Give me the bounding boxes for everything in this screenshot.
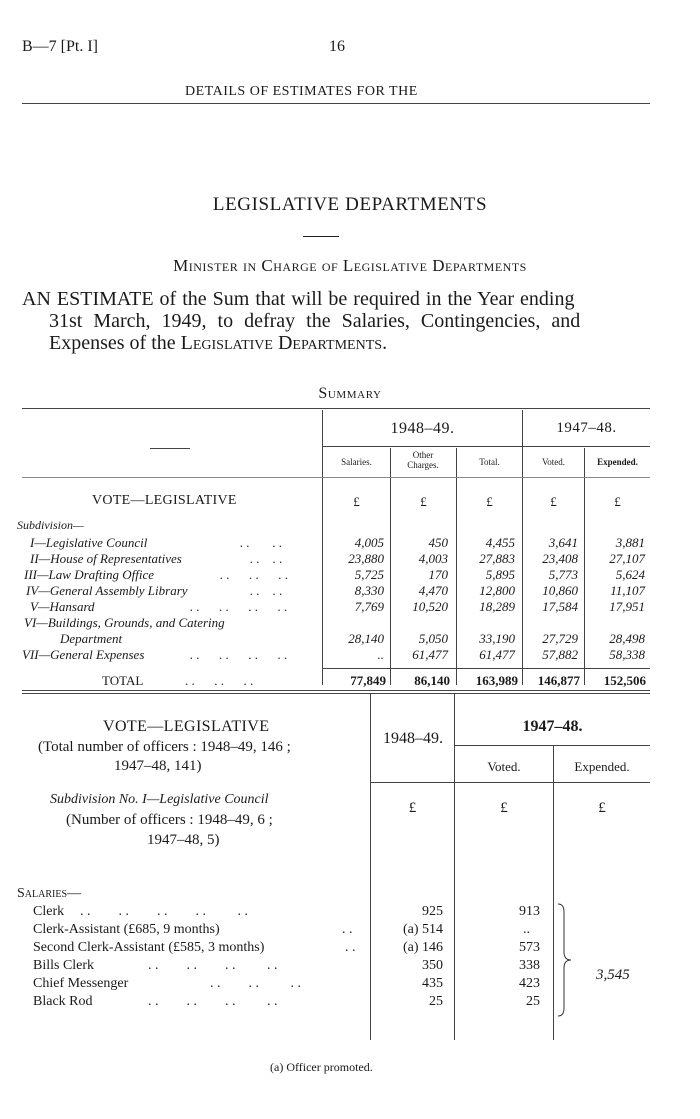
detail-currency-current: £	[408, 800, 417, 816]
item-voted: 573	[519, 940, 540, 955]
cell-expended: 58,338	[609, 647, 645, 662]
row-label: VI—Buildings, Grounds, and Catering	[24, 615, 225, 630]
leader-dots: . . . . . .	[220, 567, 289, 582]
cell-total: 18,289	[479, 599, 515, 614]
section-title: LEGISLATIVE DEPARTMENTS	[212, 194, 488, 215]
detail-currency-voted: £	[500, 800, 508, 816]
minister-line: Minister in Charge of Legislative Departments	[173, 256, 527, 275]
detail-item-row	[0, 976, 700, 994]
currency-other: £	[420, 494, 427, 509]
currency-row	[0, 494, 700, 511]
leader-dots: . . . .	[240, 535, 283, 550]
cell-voted: 17,584	[542, 599, 578, 614]
col-expended: Expended.	[597, 457, 638, 467]
item-label: Black Rod	[33, 994, 93, 1009]
col-salaries: Salaries.	[341, 457, 372, 467]
estimate-line-2: 31st March, 1949, to defray the Salaries, Contingencies, and	[49, 310, 581, 332]
total-salaries: 77,849	[350, 673, 386, 688]
leader-dots: . . . . . . . . . .	[80, 904, 248, 919]
cell-voted: 5,773	[548, 567, 578, 582]
cell-voted: 23,408	[542, 551, 578, 566]
summary-top-rule	[22, 408, 650, 409]
summary-period-previous: 1947–48.	[556, 420, 617, 436]
cell-total: 33,190	[479, 631, 515, 646]
cell-expended: 27,107	[609, 551, 645, 566]
detail-item-row	[0, 958, 700, 976]
cell-total: 27,883	[479, 551, 515, 566]
estimate-line-3	[49, 332, 387, 355]
cell-salaries: 5,725	[354, 567, 384, 582]
total-expended: 152,506	[603, 673, 646, 688]
cell-salaries: 28,140	[348, 631, 384, 646]
item-current: 925	[422, 904, 443, 919]
currency-voted: £	[550, 494, 557, 509]
item-current: 435	[422, 976, 443, 991]
summary-vote-label: VOTE—LEGISLATIVE	[92, 493, 237, 508]
detail-item-row	[0, 904, 700, 922]
cell-other: 450	[428, 535, 448, 550]
salaries-heading: Salaries—	[17, 886, 82, 901]
estimate-line-3-text: Expenses of the	[49, 332, 181, 354]
row-label: VII—General Expenses	[22, 647, 145, 662]
detail-item-row	[0, 940, 700, 958]
col-other-charges: Other Charges.	[407, 450, 439, 470]
row-label: I—Legislative Council	[30, 535, 148, 550]
detail-item-row	[0, 994, 700, 1012]
cell-expended: 28,498	[609, 631, 645, 646]
cell-salaries: 23,880	[348, 551, 384, 566]
item-label: Clerk-Assistant (£685, 9 months)	[33, 922, 220, 937]
leader-dots: . . . .	[250, 583, 283, 598]
summary-total-row	[0, 673, 700, 690]
estimate-line-3-end: .	[382, 332, 388, 354]
detail-subheader-rule	[455, 745, 650, 746]
cell-salaries: ..	[377, 647, 384, 662]
cell-other: 61,477	[412, 647, 448, 662]
row-label: V—Hansard	[30, 599, 95, 614]
detail-header-rule	[371, 782, 650, 783]
subdivision-label: Subdivision—	[17, 518, 84, 532]
detail-officers-1: (Total number of officers : 1948–49, 146 ;	[38, 739, 291, 755]
item-current: (a) 146	[402, 940, 443, 955]
detail-col-current: 1948–49.	[383, 730, 443, 747]
summary-bottom-rule	[22, 690, 650, 691]
detail-vote-title: VOTE—LEGISLATIVE	[103, 718, 270, 735]
item-label: Bills Clerk	[33, 958, 95, 973]
cell-other: 5,050	[418, 631, 448, 646]
cell-other: 4,003	[418, 551, 448, 566]
detail-sub-officers-1: (Number of officers : 1948–49, 6 ;	[66, 812, 273, 828]
estimate-dept-name: Legislative Departments	[180, 332, 383, 354]
cell-total: 61,477	[479, 647, 515, 662]
leader-dots: . . . . . .	[185, 673, 254, 688]
summary-title: Summary	[318, 385, 382, 402]
leader-dots: . . . . . . . .	[190, 599, 288, 614]
cell-total: 12,800	[479, 583, 515, 598]
running-title: DETAILS OF ESTIMATES FOR THE	[185, 84, 418, 99]
detail-subdivision: Subdivision No. I—Legislative Council	[50, 792, 269, 807]
leader-dots: . . . . . . . .	[148, 994, 278, 1009]
summary-header-rule	[22, 477, 650, 478]
item-voted: 913	[519, 904, 540, 919]
cell-expended: 5,624	[615, 567, 645, 582]
summary-period-current: 1948–49.	[390, 420, 455, 437]
cell-expended: 17,951	[609, 599, 645, 614]
leader-dots: . . . . . . . .	[148, 958, 278, 973]
row-label: IV—General Assembly Library	[26, 583, 188, 598]
row-label: III—Law Drafting Office	[24, 567, 154, 582]
cell-other: 170	[428, 567, 448, 582]
footnote: (a) Officer promoted.	[270, 1060, 373, 1074]
page-reference: B—7 [Pt. I]	[22, 38, 98, 55]
header-rule	[22, 103, 650, 104]
summary-row	[0, 583, 700, 600]
item-voted: 423	[519, 976, 540, 991]
total-voted: 146,877	[537, 673, 580, 688]
col-voted: Voted.	[541, 457, 566, 467]
detail-sub-officers-2: 1947–48, 5)	[147, 832, 220, 848]
summary-row	[0, 535, 700, 552]
title-rule	[303, 236, 339, 237]
cell-expended: 11,107	[610, 583, 645, 598]
expended-total: 3,545	[596, 967, 630, 983]
summary-row	[0, 647, 700, 664]
total-other: 86,140	[414, 673, 450, 688]
detail-col-expended: Expended.	[574, 759, 630, 774]
detail-officers-2: 1947–48, 141)	[114, 758, 202, 774]
cell-salaries: 4,005	[354, 535, 384, 550]
detail-item-row	[0, 922, 700, 940]
item-label: Second Clerk-Assistant (£585, 3 months)	[33, 940, 265, 955]
cell-salaries: 7,769	[354, 599, 384, 614]
cell-other: 4,470	[418, 583, 448, 598]
cell-salaries: 8,330	[354, 583, 384, 598]
brace-icon	[556, 902, 576, 1018]
item-label: Clerk	[33, 904, 65, 919]
cell-voted: 57,882	[542, 647, 578, 662]
total-total: 163,989	[475, 673, 518, 688]
summary-bottom-rule	[22, 693, 650, 694]
item-current: (a) 514	[402, 922, 443, 937]
item-current: 350	[422, 958, 443, 973]
cell-total: 5,895	[485, 567, 515, 582]
cell-total: 4,455	[485, 535, 515, 550]
summary-row	[0, 599, 700, 616]
cell-voted: 10,860	[542, 583, 578, 598]
estimate-line-1: AN ESTIMATE of the Sum that will be required in the Year ending	[22, 288, 575, 310]
summary-subheader-rule	[323, 446, 650, 447]
row-label: II—House of Representatives	[30, 551, 182, 566]
leader-dots: . . . . . . . .	[190, 647, 288, 662]
item-voted: 338	[519, 958, 540, 973]
summary-stub-rule	[150, 448, 190, 449]
detail-col-previous: 1947–48.	[522, 718, 583, 735]
detail-currency-expended: £	[598, 800, 606, 816]
item-label: Chief Messenger	[33, 976, 129, 991]
leader-dots: . .	[345, 940, 356, 955]
cell-other: 10,520	[412, 599, 448, 614]
page-number: 16	[329, 38, 345, 55]
summary-total-rule	[323, 668, 650, 669]
cell-voted: 27,729	[542, 631, 578, 646]
item-voted: 25	[526, 994, 540, 1009]
summary-row	[0, 567, 700, 584]
summary-row	[0, 615, 700, 649]
leader-dots: . . . . . .	[210, 976, 301, 991]
cell-voted: 3,641	[548, 535, 578, 550]
currency-expended: £	[614, 494, 621, 509]
summary-row	[0, 551, 700, 568]
leader-dots: . .	[342, 922, 353, 937]
item-current: 25	[429, 994, 443, 1009]
total-label: TOTAL	[102, 673, 144, 688]
currency-total: £	[486, 494, 493, 509]
detail-col-voted: Voted.	[487, 759, 521, 774]
row-label-continued: Department	[60, 631, 123, 646]
col-total: Total.	[479, 457, 500, 467]
cell-expended: 3,881	[615, 535, 645, 550]
leader-dots: . . . .	[250, 551, 283, 566]
item-voted: ..	[523, 922, 530, 937]
currency-salaries: £	[353, 494, 360, 509]
